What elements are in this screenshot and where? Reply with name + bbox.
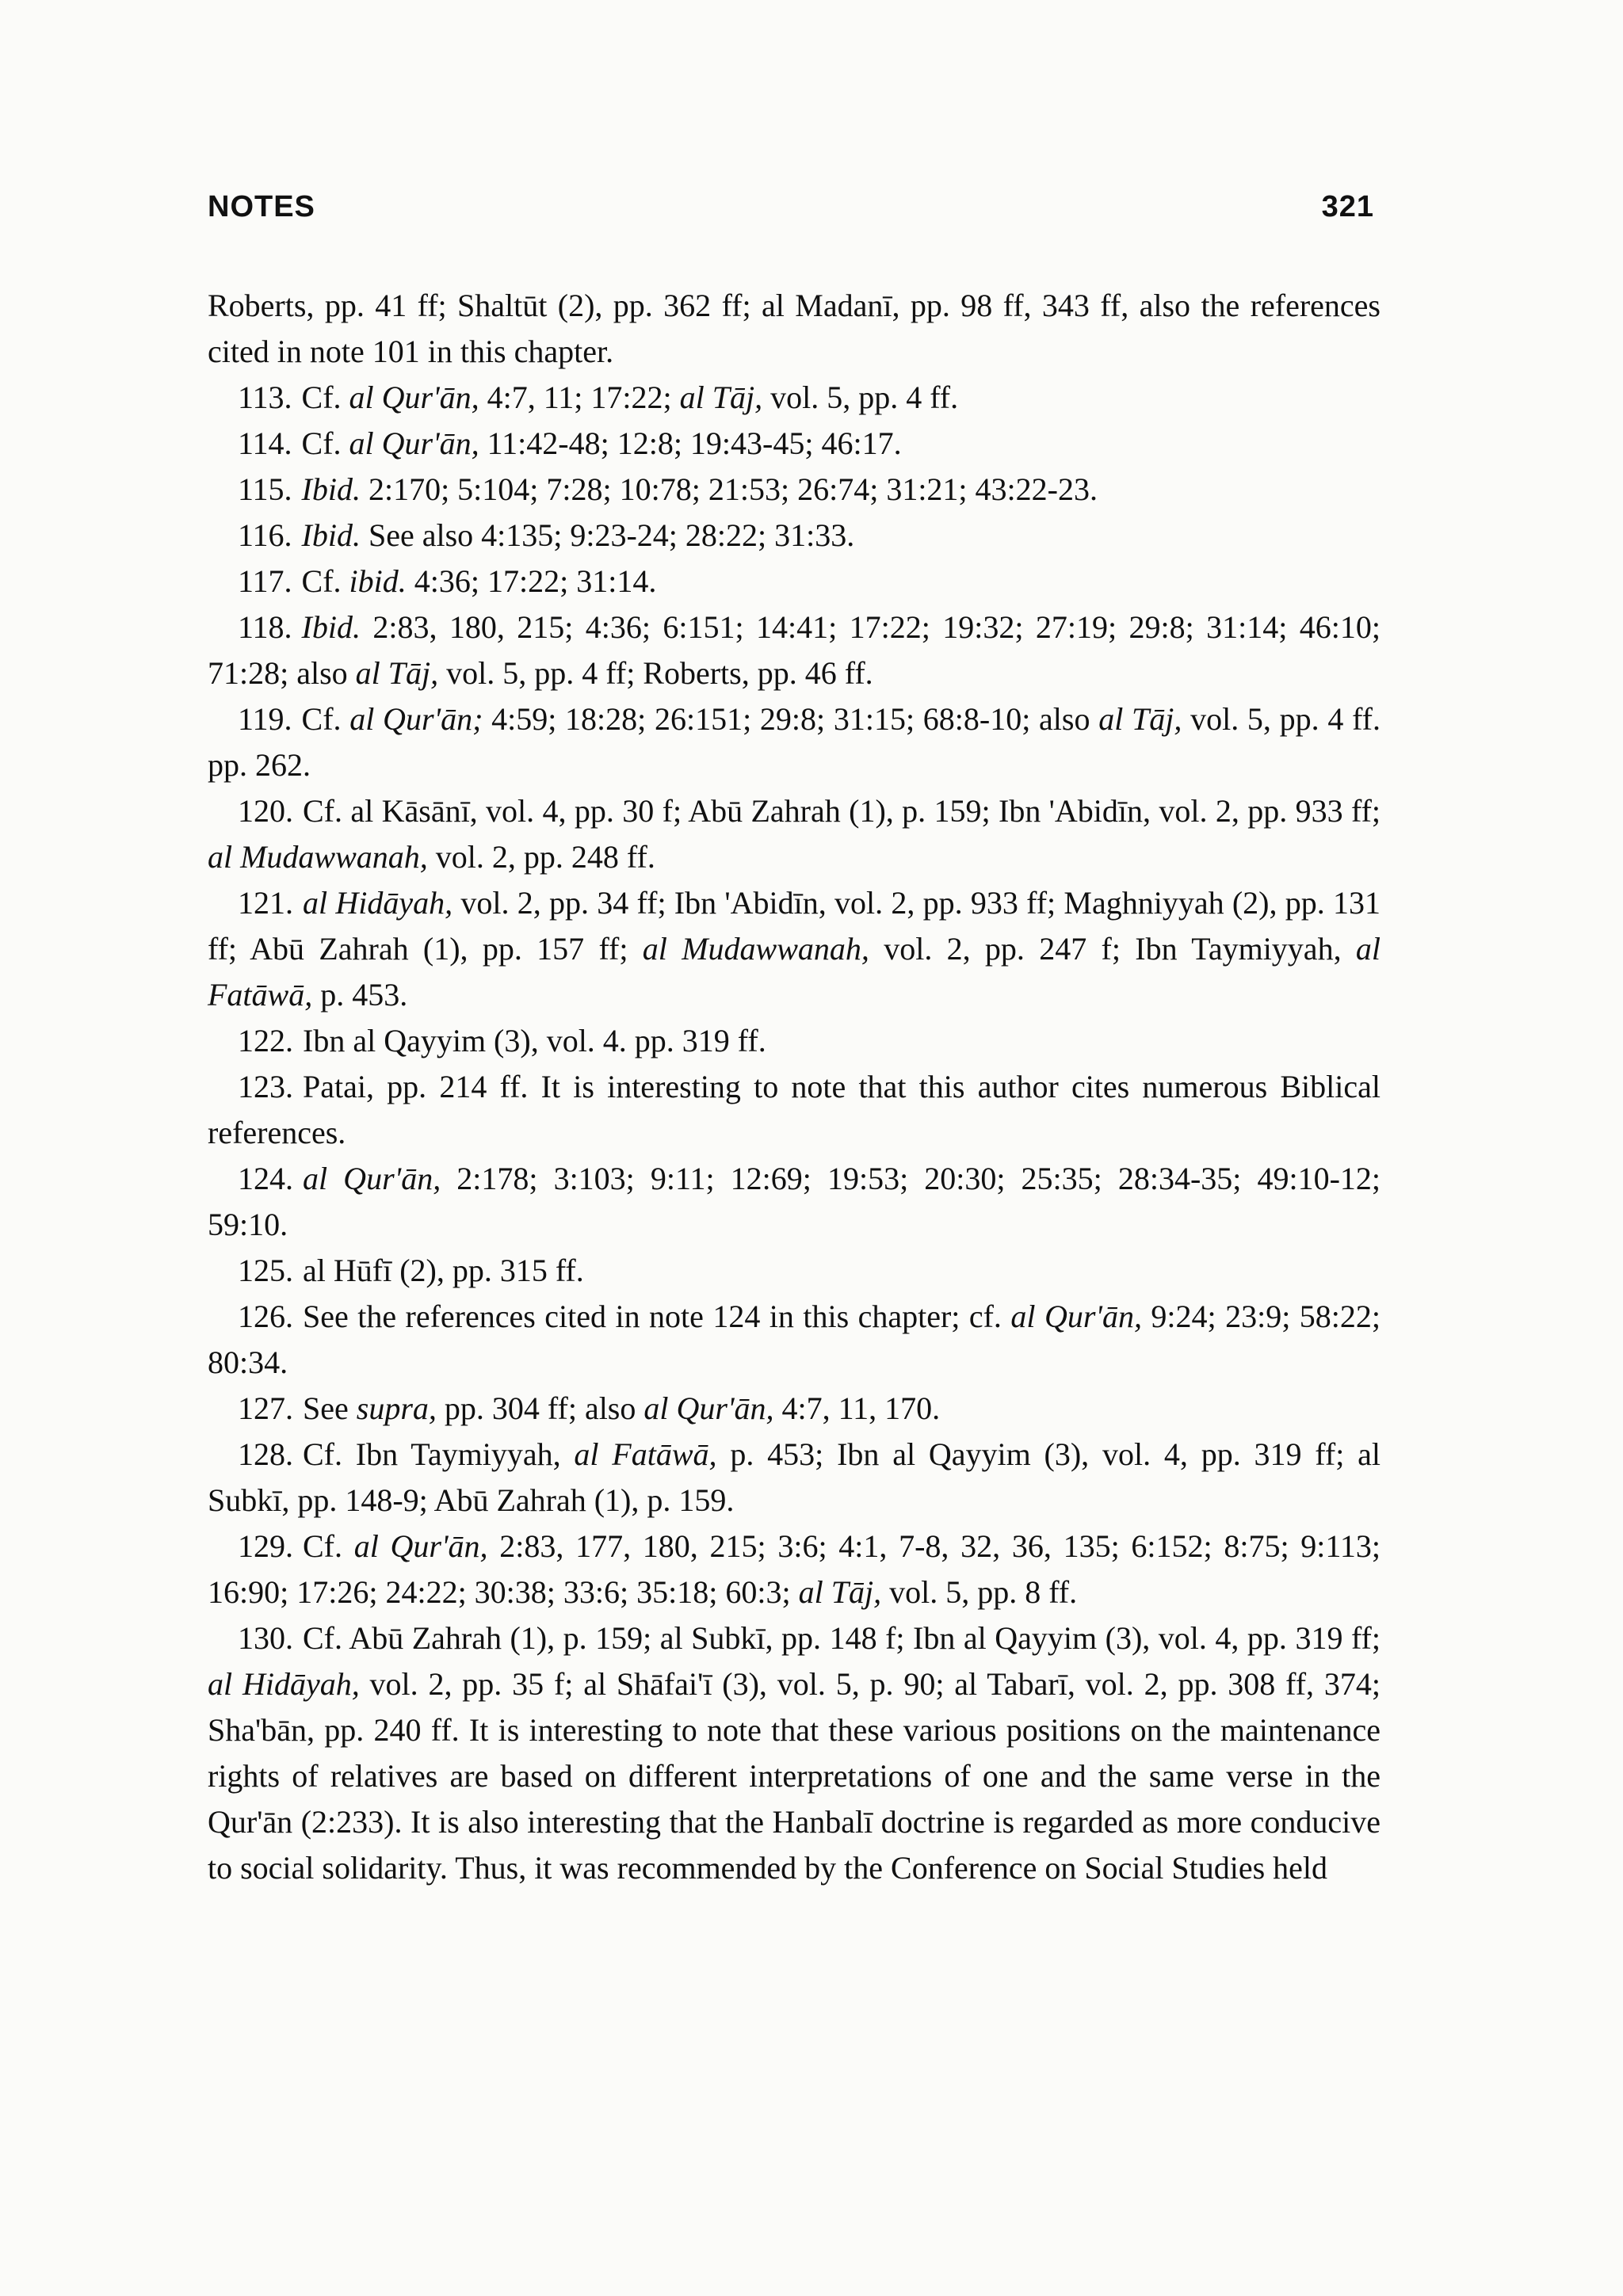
endnote-citation-title: al Fatāwā,: [574, 1436, 717, 1472]
endnote-number: 130.: [238, 1620, 293, 1656]
endnote: [208, 1386, 1381, 1432]
endnote-text: p. 453.: [312, 977, 408, 1013]
endnote-citation-title: al Hidāyah,: [303, 885, 453, 921]
endnote: [208, 605, 1381, 696]
endnote-text: 4:7, 11; 17:22;: [479, 379, 680, 415]
endnote-text: 2:83, 177, 180, 215; 3:6; 4:1, 7-8, 32, 36, 135; 6:152; 8:75; 9:113; 16:90; 17:26; 24:22; 30:38; 33:6; 35:18; 60:3;: [208, 1528, 1381, 1610]
endnote-text: pp. 304 ff; also: [436, 1390, 644, 1426]
endnote-citation-title: al Tāj,: [679, 379, 763, 415]
endnote-text: vol. 5, pp. 4 ff. pp. 262.: [208, 701, 1381, 783]
endnote-number: 126.: [238, 1299, 293, 1334]
endnote: [208, 467, 1381, 513]
endnote-number: 123.: [238, 1069, 293, 1104]
endnote: [208, 1294, 1381, 1386]
endnote-citation-title: al Mudawwanah,: [208, 839, 428, 875]
endnote-text: See: [303, 1390, 357, 1426]
endnote-text: p. 453; Ibn al Qayyim (3), vol. 4, pp. 319 ff; al Subkī, pp. 148-9; Abū Zahrah (1), p. 159.: [208, 1436, 1381, 1518]
endnote-text: Ibn al Qayyim (3), vol. 4. pp. 319 ff.: [303, 1023, 766, 1058]
endnote: [208, 696, 1381, 788]
endnote-text: See also 4:135; 9:23-24; 28:22; 31:33.: [360, 517, 855, 553]
endnote-text: 4:7, 11, 170.: [773, 1390, 941, 1426]
endnote: [208, 421, 1381, 467]
endnote: [208, 1156, 1381, 1248]
endnote-text: Cf. Ibn Taymiyyah,: [303, 1436, 575, 1472]
endnote: [208, 1018, 1381, 1064]
endnote: [208, 1248, 1381, 1294]
endnote-text: 4:36; 17:22; 31:14.: [406, 563, 657, 599]
running-head-title: NOTES: [208, 190, 315, 223]
endnote-citation-title: al Hidāyah,: [208, 1666, 360, 1702]
endnote: [208, 1064, 1381, 1156]
endnote-text: vol. 2, pp. 248 ff.: [427, 839, 655, 875]
endnote-text: 2:178; 3:103; 9:11; 12:69; 19:53; 20:30; 25:35; 28:34-35; 49:10-12; 59:10.: [208, 1161, 1381, 1242]
endnote-text: Cf. Abū Zahrah (1), p. 159; al Subkī, pp. 148 f; Ibn al Qayyim (3), vol. 4, pp. 319 ff;: [303, 1620, 1381, 1656]
endnote-number: 119.: [238, 701, 292, 737]
endnote-text: vol. 5, pp. 4 ff.: [762, 379, 959, 415]
book-page: [208, 190, 1381, 1891]
endnote-number: 117.: [238, 563, 292, 599]
endnote-citation-title: al Qur'ān;: [349, 701, 483, 737]
endnote-text: Roberts, pp. 41 ff; Shaltūt (2), pp. 362 ff; al Madanī, pp. 98 ff, 343 ff, also the references cited in note 101 in this chapter.: [208, 288, 1381, 369]
endnote-citation-title: ibid.: [349, 563, 407, 599]
endnote-citation-title: al Qur'ān,: [303, 1161, 441, 1196]
endnote-number: 124.: [238, 1161, 293, 1196]
endnote-text: al Hūfī (2), pp. 315 ff.: [303, 1253, 584, 1288]
endnote-citation-title: Ibid.: [301, 517, 361, 553]
endnote-number: 121.: [238, 885, 293, 921]
endnote-text: 2:83, 180, 215; 4:36; 6:151; 14:41; 17:22; 19:32; 27:19; 29:8; 31:14; 46:10; 71:28; also: [208, 609, 1381, 691]
endnote-text: Cf.: [301, 563, 349, 599]
endnote-text: vol. 2, pp. 34 ff; Ibn 'Abidīn, vol. 2, pp. 933 ff; Maghniyyah (2), pp. 131 ff; Abū Zahrah (1), pp. 157 ff;: [208, 885, 1381, 967]
endnote-text: vol. 5, pp. 8 ff.: [881, 1574, 1078, 1610]
endnote-citation-title: al Qur'ān,: [349, 425, 479, 461]
endnote-number: 122.: [238, 1023, 293, 1058]
endnote-citation-title: supra,: [356, 1390, 437, 1426]
endnote-text: Patai, pp. 214 ff. It is interesting to note that this author cites numerous Biblical references.: [208, 1069, 1381, 1150]
endnote-citation-title: al Qur'ān,: [349, 379, 479, 415]
endnote-text: 9:24; 23:9; 58:22; 80:34.: [208, 1299, 1381, 1380]
endnote-number: 127.: [238, 1390, 293, 1426]
endnote-text: Cf.: [301, 425, 349, 461]
endnote-text: vol. 2, pp. 247 f; Ibn Taymiyyah,: [869, 931, 1356, 967]
endnote-citation-title: al Mudawwanah,: [642, 931, 869, 967]
endnote: [208, 1615, 1381, 1891]
endnote-text: vol. 2, pp. 35 f; al Shāfai'ī (3), vol. 5, p. 90; al Tabarī, vol. 2, pp. 308 ff, 374; Sha'bān, pp. 240 ff. It is interesting to note that these various positions on the maintenance rights of relatives are based on different interpretations of one and the same verse in the Qur'ān (2:233). It is also interesting that the Hanbalī doctrine is regarded as more conducive to social solidarity. Thus, it was recommended by the Conference on Social Studies held: [208, 1666, 1381, 1886]
endnote: [208, 788, 1381, 880]
endnote: [208, 283, 1381, 375]
endnote-citation-title: al Tāj,: [798, 1574, 882, 1610]
endnote-number: 125.: [238, 1253, 293, 1288]
endnote-text: Cf. al Kāsānī, vol. 4, pp. 30 f; Abū Zahrah (1), p. 159; Ibn 'Abidīn, vol. 2, pp. 933 ff;: [303, 793, 1381, 829]
endnote-citation-title: al Qur'ān,: [1010, 1299, 1142, 1334]
endnote-number: 120.: [238, 793, 293, 829]
endnote-number: 128.: [238, 1436, 293, 1472]
endnote-text: vol. 5, pp. 4 ff; Roberts, pp. 46 ff.: [438, 655, 873, 691]
endnote-text: Cf.: [303, 1528, 354, 1564]
endnote-citation-title: al Tāj,: [1098, 701, 1182, 737]
endnote: [208, 1524, 1381, 1615]
endnote-number: 115.: [238, 471, 292, 507]
endnote-number: 118.: [238, 609, 292, 645]
endnote-citation-title: al Fatāwā,: [208, 931, 1381, 1013]
endnote-number: 129.: [238, 1528, 293, 1564]
endnote-text: Cf.: [301, 701, 350, 737]
endnote-citation-title: al Qur'ān,: [353, 1528, 488, 1564]
page-number: 321: [1321, 190, 1374, 223]
endnote-citation-title: Ibid.: [301, 609, 361, 645]
endnote-number: 114.: [238, 425, 292, 461]
endnote-text: See the references cited in note 124 in this chapter; cf.: [303, 1299, 1011, 1334]
endnote-text: 4:59; 18:28; 26:151; 29:8; 31:15; 68:8-10; also: [483, 701, 1099, 737]
endnote: [208, 1432, 1381, 1524]
endnote-text: 11:42-48; 12:8; 19:43-45; 46:17.: [479, 425, 902, 461]
endnote: [208, 880, 1381, 1018]
endnote-text: 2:170; 5:104; 7:28; 10:78; 21:53; 26:74; 31:21; 43:22-23.: [360, 471, 1098, 507]
endnote-citation-title: al Tāj,: [355, 655, 439, 691]
running-head: [208, 190, 1381, 224]
endnote-number: 113.: [238, 379, 292, 415]
endnote-text: Cf.: [301, 379, 349, 415]
endnote: [208, 375, 1381, 421]
endnote-number: 116.: [238, 517, 292, 553]
endnote-citation-title: Ibid.: [301, 471, 361, 507]
endnotes-list: [208, 283, 1381, 1891]
endnote-citation-title: al Qur'ān,: [643, 1390, 774, 1426]
endnote: [208, 559, 1381, 605]
endnote: [208, 513, 1381, 559]
